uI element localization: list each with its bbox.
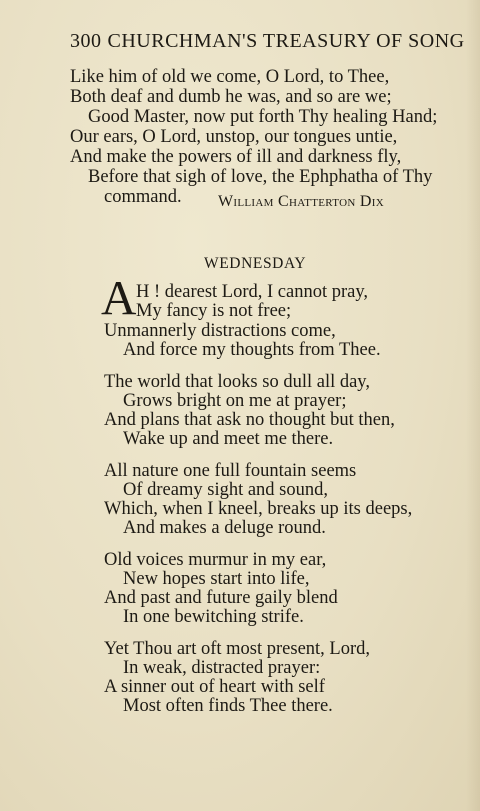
- page-edge-shadow: [466, 0, 480, 811]
- poem-line: All nature one full fountain seems: [104, 461, 357, 481]
- poem-line: And make the powers of ill and darkness fly,: [70, 147, 402, 167]
- running-header: [70, 30, 465, 53]
- poem-line: Old voices murmur in my ear,: [104, 550, 327, 570]
- poem-line: Grows bright on me at prayer;: [123, 391, 347, 411]
- poem-line: In one bewitching strife.: [123, 607, 304, 627]
- poem-title: WEDNESDAY: [204, 255, 307, 272]
- poem-line: And makes a deluge round.: [123, 518, 326, 538]
- poem-line: And past and future gaily blend: [104, 588, 338, 608]
- poem-line: Both deaf and dumb he was, and so are we;: [70, 87, 392, 107]
- poem-line: Our ears, O Lord, unstop, our tongues untie,: [70, 127, 398, 147]
- poem-line: Unmannerly distractions come,: [104, 321, 336, 341]
- poem-line: And plans that ask no thought but then,: [104, 410, 395, 430]
- poem-line: The world that looks so dull all day,: [104, 372, 370, 392]
- poem-line: A sinner out of heart with self: [104, 677, 325, 697]
- poem-line: My fancy is not free;: [136, 301, 292, 321]
- poem-line: Wake up and meet me there.: [123, 429, 334, 449]
- poem-line: New hopes start into life,: [123, 569, 310, 589]
- poem-line: Like him of old we come, O Lord, to Thee,: [70, 67, 390, 87]
- poem-line: Yet Thou art oft most present, Lord,: [104, 639, 371, 659]
- poem-line: H ! dearest Lord, I cannot pray,: [136, 282, 369, 302]
- poem-line: Of dreamy sight and sound,: [123, 480, 329, 500]
- page-number: 300: [70, 30, 102, 52]
- poem-line: Good Master, now put forth Thy healing Hand;: [88, 107, 438, 127]
- poem-line: command.: [104, 187, 182, 207]
- poem-line: Most often finds Thee there.: [123, 696, 333, 716]
- running-title: CHURCHMAN'S TREASURY OF SONG: [107, 30, 465, 52]
- poem-line: Which, when I kneel, breaks up its deeps,: [104, 499, 413, 519]
- poem-line: In weak, distracted prayer:: [123, 658, 321, 678]
- poem-line: And force my thoughts from Thee.: [123, 340, 381, 360]
- drop-cap: A: [101, 270, 137, 325]
- author-attribution: William Chatterton Dix: [218, 193, 384, 210]
- poem-line: Before that sigh of love, the Ephphatha of Thy: [88, 167, 433, 187]
